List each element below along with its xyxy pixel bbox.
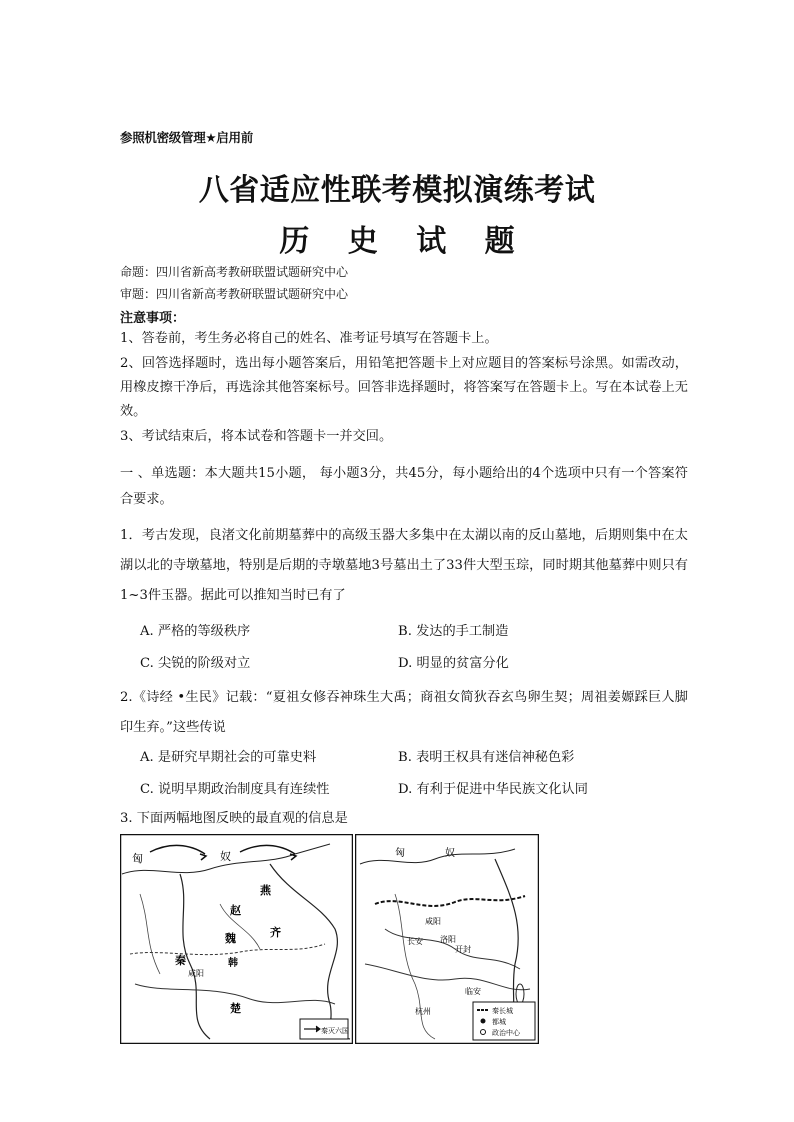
question-1-stem: 1．考古发现，良渚文化前期墓葬中的高级玉器大多集中在太湖以南的反山墓地，后期则集中在太湖以北的寺墩墓地，特别是后期的寺墩墓地3号墓出土了33件大型玉琮，同时期其他墓葬中则只有1~3件玉器。据此可以推知当时已有了 xyxy=(120,528,688,603)
exam-title: 八省适应性联考模拟演练考试 xyxy=(198,173,596,208)
map-right-label-2: 奴 xyxy=(445,848,455,859)
section-intro: 一 、单选题：本大题共15小题， 每小题3分，共45分，每小题给出的4个选项中只有一个答案符合要求。 xyxy=(120,466,688,507)
reviewer-line: 审题：四川省新高考教研联盟试题研究中心 xyxy=(120,287,349,301)
map-right-label-6: 洛阳 xyxy=(440,935,456,944)
question-1-option-b: B. 发达的手工制造 xyxy=(398,624,509,639)
question-1-option-a: A. 严格的等级秩序 xyxy=(140,624,251,639)
map-left-label-10: 咸阳 xyxy=(188,969,204,978)
map-left-label-9: 楚 xyxy=(230,1002,241,1015)
question-1-option-d: D. 明显的贫富分化 xyxy=(398,656,509,671)
map-left-label-7: 秦 xyxy=(175,954,186,967)
map-right-label-1: 匈 xyxy=(395,848,405,859)
map-right-label-5: 临安 xyxy=(465,987,481,996)
map-left-legend: 秦灭六国 xyxy=(321,1027,349,1035)
map-dynasties xyxy=(355,834,539,1044)
map-left-label-6: 齐 xyxy=(270,926,281,939)
question-2-option-c: C. 说明早期政治制度具有连续性 xyxy=(140,782,330,797)
question-2-option-b: B. 表明王权具有迷信神秘色彩 xyxy=(398,750,575,765)
secret-level-label: 参照机密级管理★启用前 xyxy=(120,130,253,145)
map-left-label-2: 奴 xyxy=(220,850,231,863)
question-2-option-a: A. 是研究早期社会的可靠史料 xyxy=(140,750,317,765)
map-left-label-8: 韩 xyxy=(228,958,238,969)
notice-item-3: 3、考试结束后，将本试卷和答题卡一并交回。 xyxy=(120,429,393,444)
map-right-legend-3: 政治中心 xyxy=(492,1029,520,1037)
map-left-label-4: 赵 xyxy=(230,904,241,917)
map-right-legend-2: 都城 xyxy=(492,1018,506,1026)
map-left-label-1: 匈 xyxy=(132,852,143,865)
question-1-option-c: C. 尖锐的阶级对立 xyxy=(140,656,251,671)
map-right-label-8: 杭州 xyxy=(415,1007,431,1016)
exam-subtitle: 历 史 试 题 xyxy=(279,224,529,259)
notice-item-1: 1、答卷前，考生务必将自己的姓名、准考证号填写在答题卡上。 xyxy=(120,331,498,346)
map-right-label-3: 咸阳 xyxy=(425,917,441,926)
question-2-stem: 2.《诗经 •生民》记载：“夏祖女修吞神珠生大禹；商祖女简狄吞玄鸟卵生契；周祖姜嫄踩巨人脚印生弃。”这些传说 xyxy=(120,690,688,735)
map-left-label-3: 燕 xyxy=(260,884,271,897)
question-2-option-d: D. 有利于促进中华民族文化认同 xyxy=(398,782,588,797)
map-right-label-7: 开封 xyxy=(455,945,471,954)
notice-heading: 注意事项： xyxy=(120,311,186,326)
question-3-stem: 3. 下面两幅地图反映的最直观的信息是 xyxy=(120,811,348,826)
map-warring-states xyxy=(120,834,353,1044)
map-right-label-4: 长安 xyxy=(407,937,423,946)
notice-item-2: 2、回答选择题时，选出每小题答案后，用铅笔把答题卡上对应题目的答案标号涂黑。如需改动，用橡皮擦干净后，再选涂其他答案标号。回答非选择题时，将答案写在答题卡上。写在本试卷上无效。 xyxy=(120,356,688,419)
map-left-label-5: 魏 xyxy=(225,932,236,945)
proposer-line: 命题：四川省新高考教研联盟试题研究中心 xyxy=(120,265,349,279)
map-right-legend-1: 秦长城 xyxy=(492,1007,513,1015)
